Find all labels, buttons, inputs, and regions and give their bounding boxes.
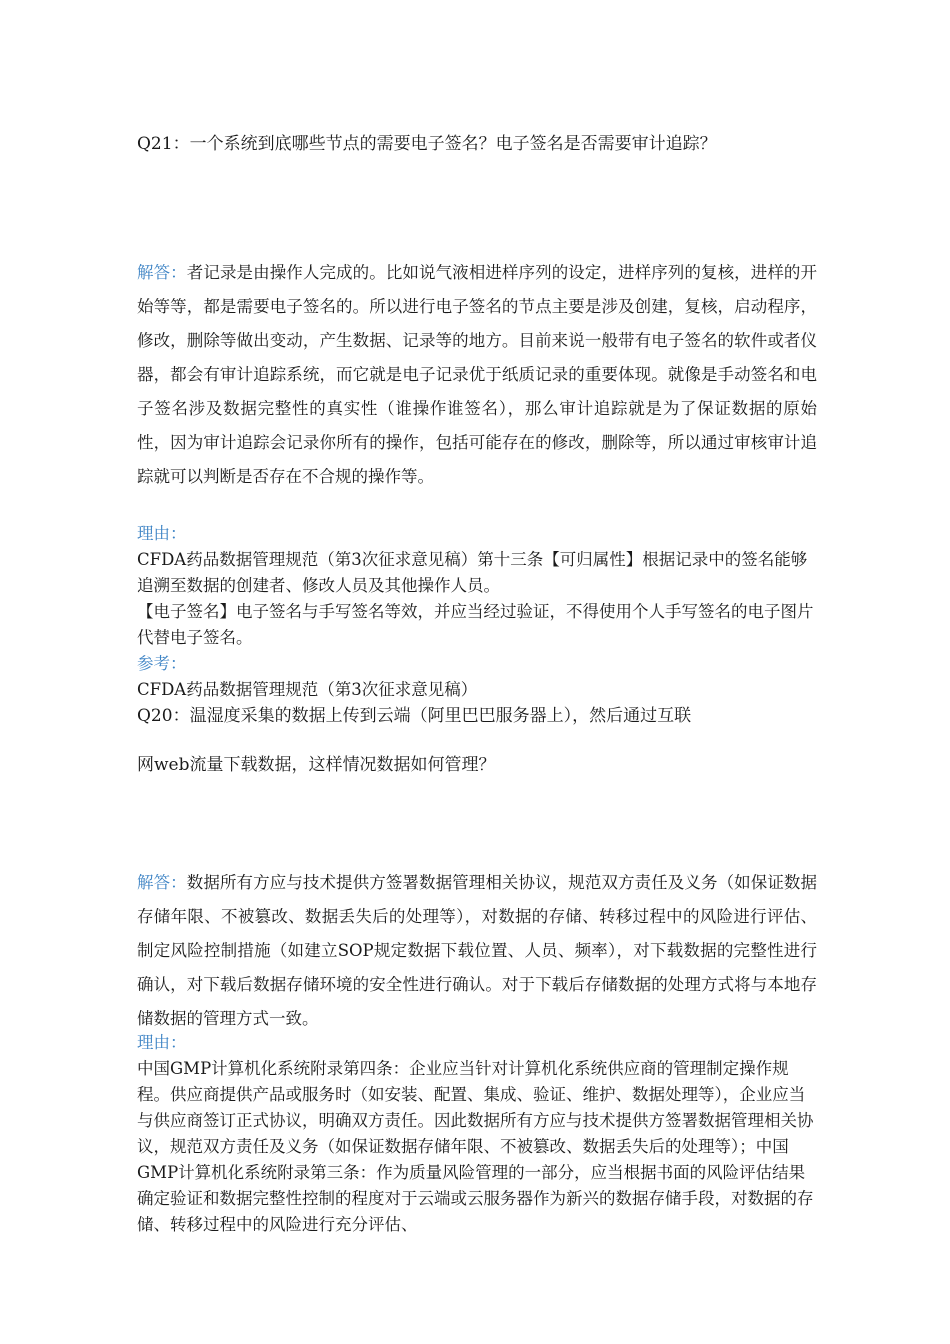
q21-reason-p2: 【电子签名】电子签名与手写签名等效，并应当经过验证，不得使用个人手写签名的电子图片代替电子签名。: [137, 602, 814, 647]
q21-question: Q21：一个系统到底哪些节点的需要电子签名？电子签名是否需要审计追踪？: [137, 134, 717, 154]
q20-question-line1: Q20：温湿度采集的数据上传到云端（阿里巴巴服务器上），然后通过互联: [137, 706, 692, 726]
q20-answer-label: 解答：: [137, 873, 187, 892]
q21-answer-label: 解答：: [137, 263, 187, 282]
q21-ref-label: 参考：: [137, 654, 187, 673]
q21-reason: [137, 521, 817, 703]
q20-answer: [137, 866, 817, 1036]
q21-ref-text: CFDA药品数据管理规范（第3次征求意见稿）: [137, 680, 478, 699]
q21-answer: [137, 256, 817, 494]
q20-reason: [137, 1030, 817, 1238]
q20-reason-label: 理由：: [137, 1033, 187, 1052]
q21-reason-p1: CFDA药品数据管理规范（第3次征求意见稿）第十三条【可归属性】根据记录中的签名能够追溯至数据的创建者、修改人员及其他操作人员。: [137, 550, 808, 595]
q21-reason-label: 理由：: [137, 524, 187, 543]
q20-reason-text: 中国GMP计算机化系统附录第四条：企业应当针对计算机化系统供应商的管理制定操作规程。供应商提供产品或服务时（如安装、配置、集成、验证、维护、数据处理等），企业应当与供应商签订正式协议，明确双方责任。因此数据所有方应与技术提供方签署数据管理相关协议，规范双方责任及义务（如保证数据存储年限、不被篡改、数据丢失后的处理等）；中国GMP计算机化系统附录第三条：作为质量风险管理的一部分，应当根据书面的风险评估结果确定验证和数据完整性控制的程度对于云端或云服务器作为新兴的数据存储手段，对数据的存储、转移过程中的风险进行充分评估、: [137, 1059, 814, 1234]
q21-answer-text: 者记录是由操作人完成的。比如说气液相进样序列的设定，进样序列的复核，进样的开始等等，都是需要电子签名的。所以进行电子签名的节点主要是涉及创建，复核，启动程序，修改，删除等做出变动，产生数据、记录等的地方。目前来说一般带有电子签名的软件或者仪器，都会有审计追踪系统，而它就是电子记录优于纸质记录的重要体现。就像是手动签名和电子签名涉及数据完整性的真实性（谁操作谁签名），那么审计追踪就是为了保证数据的原始性，因为审计追踪会记录你所有的操作，包括可能存在的修改，删除等，所以通过审核审计追踪就可以判断是否存在不合规的操作等。: [137, 263, 818, 486]
q20-question-line2: 网web流量下载数据，这样情况数据如何管理？: [137, 755, 496, 775]
q20-answer-text: 数据所有方应与技术提供方签署数据管理相关协议，规范双方责任及义务（如保证数据存储年限、不被篡改、数据丢失后的处理等），对数据的存储、转移过程中的风险进行评估、制定风险控制措施（如建立SOP规定数据下载位置、人员、频率），对下载数据的完整性进行确认，对下载后数据存储环境的安全性进行确认。对于下载后存储数据的处理方式将与本地存储数据的管理方式一致。: [137, 873, 818, 1028]
